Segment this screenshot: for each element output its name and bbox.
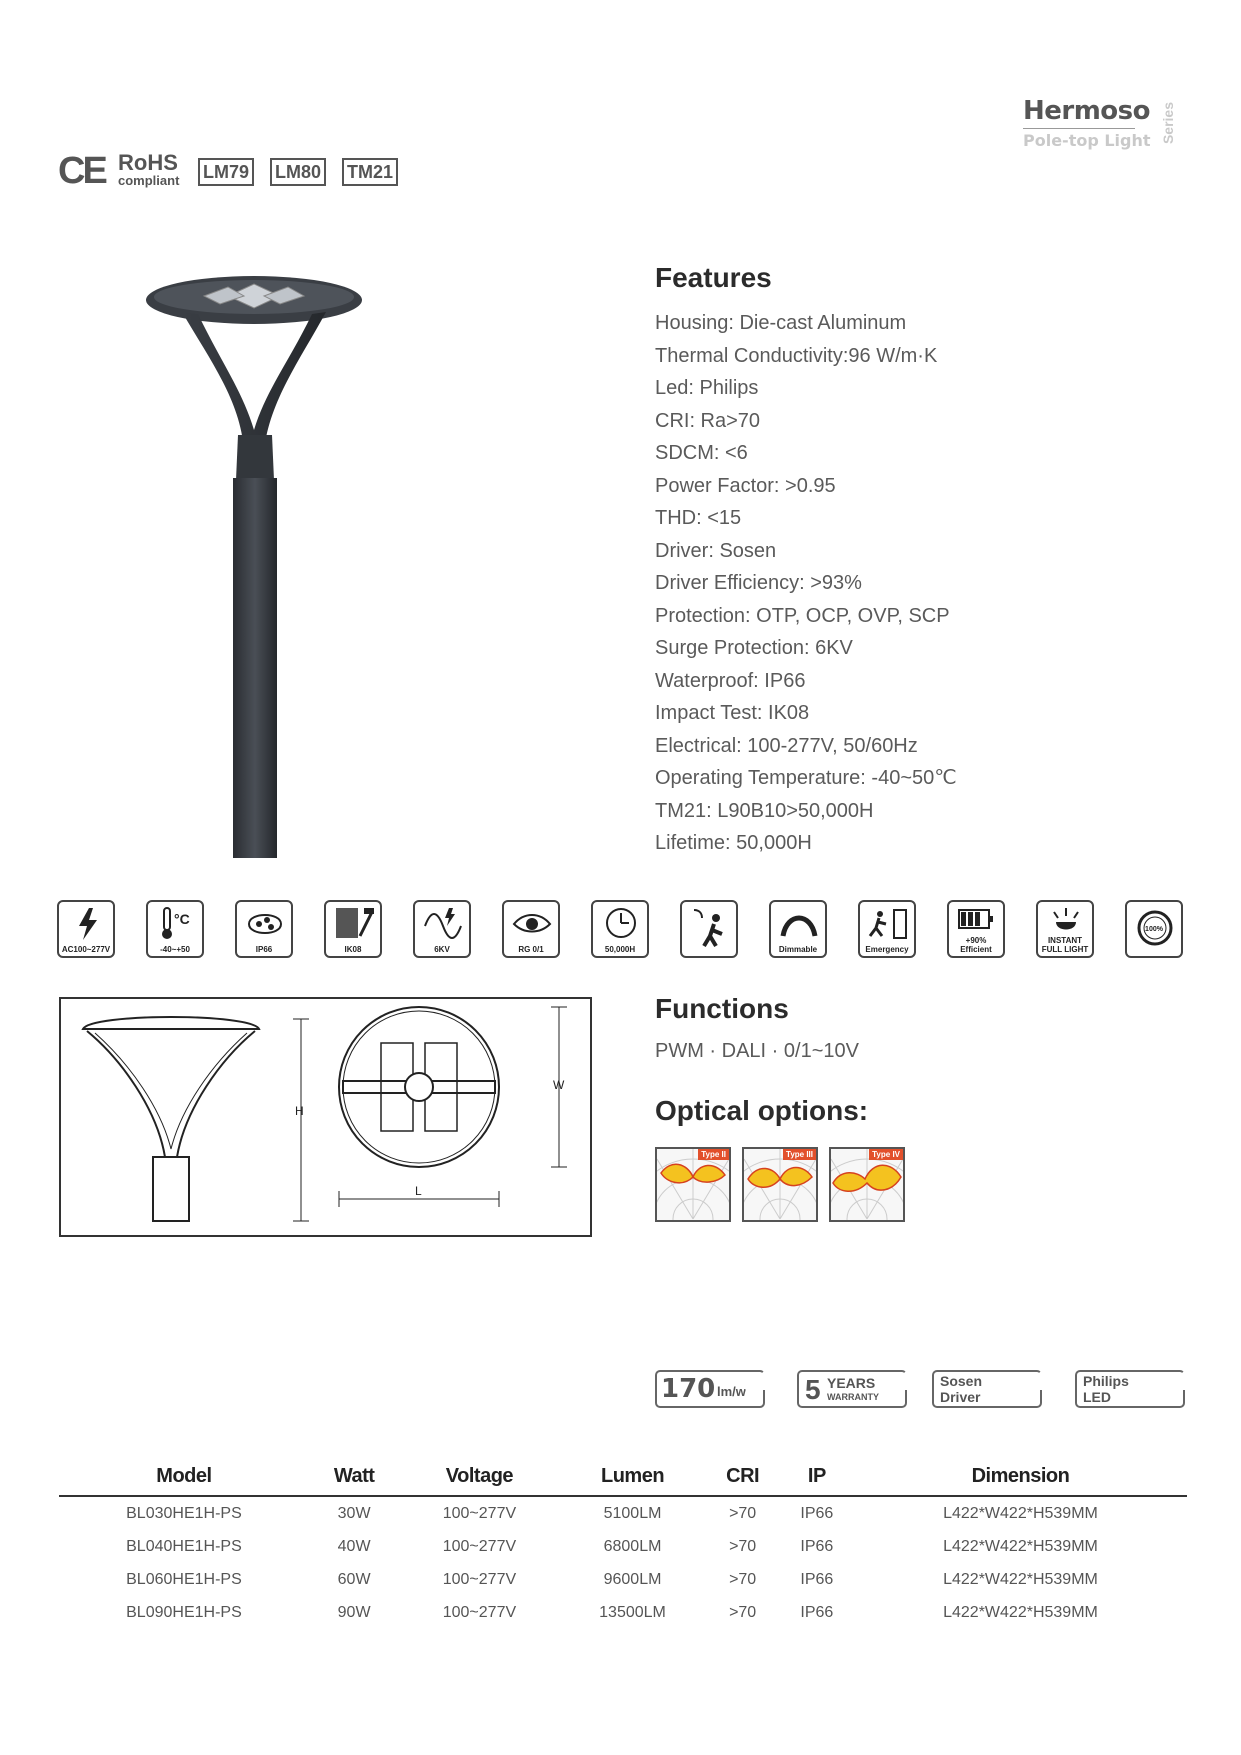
warranty-line1: YEARS bbox=[827, 1375, 876, 1391]
eye-caption: RG 0/1 bbox=[518, 945, 544, 954]
cell-cri: >70 bbox=[729, 1504, 757, 1522]
warranty-quality-caption: 100% bbox=[1145, 926, 1163, 933]
cell-cri: >70 bbox=[729, 1570, 757, 1588]
dimension-drawing bbox=[59, 997, 592, 1237]
cell-cri: >70 bbox=[729, 1537, 757, 1555]
series-brand-subtitle: Pole-top Light bbox=[1023, 131, 1151, 150]
feature-thd: THD: <15 bbox=[655, 507, 742, 529]
functions-text: PWM · DALI · 0/1~10V bbox=[655, 1040, 859, 1062]
width-label: W bbox=[553, 1078, 565, 1092]
eye-icon bbox=[502, 900, 560, 958]
col-cri: CRI bbox=[706, 1457, 780, 1496]
optical-option-type-iii bbox=[742, 1147, 818, 1222]
type-ii-label: Type II bbox=[698, 1149, 729, 1160]
cell-dimension: L422*W422*H539MM bbox=[943, 1537, 1098, 1555]
feature-electrical: Electrical: 100-277V, 50/60Hz bbox=[655, 734, 918, 757]
product-photo bbox=[140, 270, 370, 865]
cell-watt: 30W bbox=[337, 1504, 371, 1522]
efficacy-unit: lm/w bbox=[717, 1384, 746, 1399]
col-dimension: Dimension bbox=[854, 1457, 1187, 1496]
temperature-icon bbox=[146, 900, 204, 958]
cell-ip: IP66 bbox=[800, 1603, 834, 1621]
efficient-caption: +90% Efficient bbox=[960, 936, 992, 954]
svg-text:°C: °C bbox=[174, 911, 190, 927]
table-header-row bbox=[59, 1457, 1187, 1496]
ip66-icon bbox=[235, 900, 293, 958]
cell-voltage: 100~277V bbox=[442, 1537, 517, 1555]
rohs-sub-label: compliant bbox=[118, 173, 180, 188]
series-brand-name: Hermoso bbox=[1023, 96, 1151, 126]
led-badge bbox=[1075, 1370, 1185, 1408]
voltage-icon bbox=[57, 900, 115, 958]
col-model: Model bbox=[59, 1457, 309, 1496]
driver-badge bbox=[932, 1370, 1042, 1408]
ip66-caption: IP66 bbox=[255, 945, 273, 954]
lm79-mark-icon: LM79 bbox=[198, 158, 254, 186]
dimmable-caption: Dimmable bbox=[778, 945, 818, 954]
instant-light-icon bbox=[1036, 900, 1094, 958]
brand-divider bbox=[1023, 128, 1135, 129]
warranty-quality-icon bbox=[1125, 900, 1183, 958]
series-label: Series bbox=[1160, 102, 1176, 145]
efficacy-badge bbox=[655, 1370, 765, 1408]
cell-ip: IP66 bbox=[800, 1504, 834, 1522]
cell-lumen: 13500LM bbox=[599, 1603, 666, 1621]
cell-watt: 60W bbox=[337, 1570, 371, 1588]
cell-watt: 90W bbox=[337, 1603, 371, 1621]
optical-option-type-ii bbox=[655, 1147, 731, 1222]
feature-waterproof: Waterproof: IP66 bbox=[655, 669, 806, 692]
driver-badge-line2: Driver bbox=[940, 1389, 981, 1405]
cell-model: BL030HE1H-PS bbox=[126, 1504, 242, 1522]
ik08-caption: IK08 bbox=[344, 945, 362, 954]
rohs-mark-icon bbox=[118, 152, 179, 187]
feature-housing: Housing: Die-cast Aluminum bbox=[655, 312, 907, 334]
ik08-icon bbox=[324, 900, 382, 958]
warranty-years: 5 bbox=[805, 1374, 821, 1405]
features-title: Features bbox=[655, 262, 772, 293]
type-iii-label: Type III bbox=[783, 1149, 816, 1160]
dimmable-icon bbox=[769, 900, 827, 958]
optical-option-type-iv bbox=[829, 1147, 905, 1222]
cell-voltage: 100~277V bbox=[442, 1603, 517, 1621]
lifetime-icon bbox=[591, 900, 649, 958]
table-row bbox=[59, 1563, 1187, 1596]
type-iv-label: Type IV bbox=[869, 1149, 903, 1160]
cell-dimension: L422*W422*H539MM bbox=[943, 1504, 1098, 1522]
tm21-mark-icon: TM21 bbox=[342, 158, 398, 186]
emergency-icon bbox=[858, 900, 916, 958]
features-list bbox=[655, 307, 957, 860]
feature-surge-protection: Surge Protection: 6KV bbox=[655, 637, 853, 659]
led-badge-line2: LED bbox=[1083, 1389, 1111, 1405]
ce-mark-icon: CE bbox=[58, 150, 105, 192]
cell-ip: IP66 bbox=[800, 1570, 834, 1588]
optical-options-title: Optical options: bbox=[655, 1095, 869, 1126]
emergency-caption: Emergency bbox=[865, 945, 909, 954]
feature-led: Led: Philips bbox=[655, 377, 759, 399]
spec-table bbox=[59, 1457, 1187, 1629]
cell-dimension: L422*W422*H539MM bbox=[943, 1603, 1098, 1621]
surge-caption: 6KV bbox=[434, 945, 450, 954]
feature-power-factor: Power Factor: >0.95 bbox=[655, 474, 836, 497]
feature-lifetime: Lifetime: 50,000H bbox=[655, 832, 812, 854]
cell-watt: 40W bbox=[337, 1537, 371, 1555]
lifetime-caption: 50,000H bbox=[604, 945, 636, 954]
led-badge-line1: Philips bbox=[1083, 1373, 1129, 1389]
temperature-caption: -40~+50 bbox=[160, 945, 190, 954]
col-watt: Watt bbox=[309, 1457, 399, 1496]
col-ip: IP bbox=[780, 1457, 854, 1496]
feature-protection: Protection: OTP, OCP, OVP, SCP bbox=[655, 604, 950, 627]
efficacy-value: 170 bbox=[661, 1374, 716, 1404]
functions-title: Functions bbox=[655, 993, 789, 1024]
rohs-label: RoHS bbox=[118, 150, 178, 175]
cell-cri: >70 bbox=[729, 1603, 757, 1621]
feature-operating-temperature: Operating Temperature: -40~50℃ bbox=[655, 767, 957, 789]
lm80-mark-icon: LM80 bbox=[270, 158, 326, 186]
cell-dimension: L422*W422*H539MM bbox=[943, 1570, 1098, 1588]
table-row bbox=[59, 1596, 1187, 1629]
feature-sdcm: SDCM: <6 bbox=[655, 442, 748, 464]
cell-lumen: 6800LM bbox=[603, 1537, 662, 1555]
col-voltage: Voltage bbox=[399, 1457, 559, 1496]
feature-impact-test: Impact Test: IK08 bbox=[655, 702, 810, 724]
efficient-icon bbox=[947, 900, 1005, 958]
cell-voltage: 100~277V bbox=[442, 1504, 517, 1522]
feature-tm21: TM21: L90B10>50,000H bbox=[655, 799, 874, 822]
cell-ip: IP66 bbox=[800, 1537, 834, 1555]
warranty-line2: WARRANTY bbox=[827, 1392, 879, 1402]
warranty-badge bbox=[797, 1370, 907, 1408]
driver-badge-line1: Sosen bbox=[940, 1373, 983, 1389]
table-row bbox=[59, 1530, 1187, 1563]
cell-voltage: 100~277V bbox=[442, 1570, 517, 1588]
cell-lumen: 9600LM bbox=[603, 1570, 662, 1588]
feature-driver-efficiency: Driver Efficiency: >93% bbox=[655, 572, 862, 594]
feature-icon-strip bbox=[57, 900, 1187, 960]
cell-model: BL090HE1H-PS bbox=[126, 1603, 242, 1621]
voltage-caption: AC100~277V bbox=[61, 945, 111, 954]
motion-sensor-icon bbox=[680, 900, 738, 958]
height-label: H bbox=[295, 1104, 304, 1118]
feature-thermal-conductivity: Thermal Conductivity:96 W/m·K bbox=[655, 344, 938, 367]
instant-light-caption: INSTANT FULL LIGHT bbox=[1041, 936, 1089, 954]
cell-lumen: 5100LM bbox=[603, 1504, 662, 1522]
surge-icon bbox=[413, 900, 471, 958]
length-label: L bbox=[415, 1184, 422, 1198]
table-row bbox=[59, 1496, 1187, 1530]
feature-driver: Driver: Sosen bbox=[655, 539, 777, 562]
cell-model: BL060HE1H-PS bbox=[126, 1570, 242, 1588]
cell-model: BL040HE1H-PS bbox=[126, 1537, 242, 1555]
col-lumen: Lumen bbox=[560, 1457, 706, 1496]
feature-cri: CRI: Ra>70 bbox=[655, 409, 761, 432]
